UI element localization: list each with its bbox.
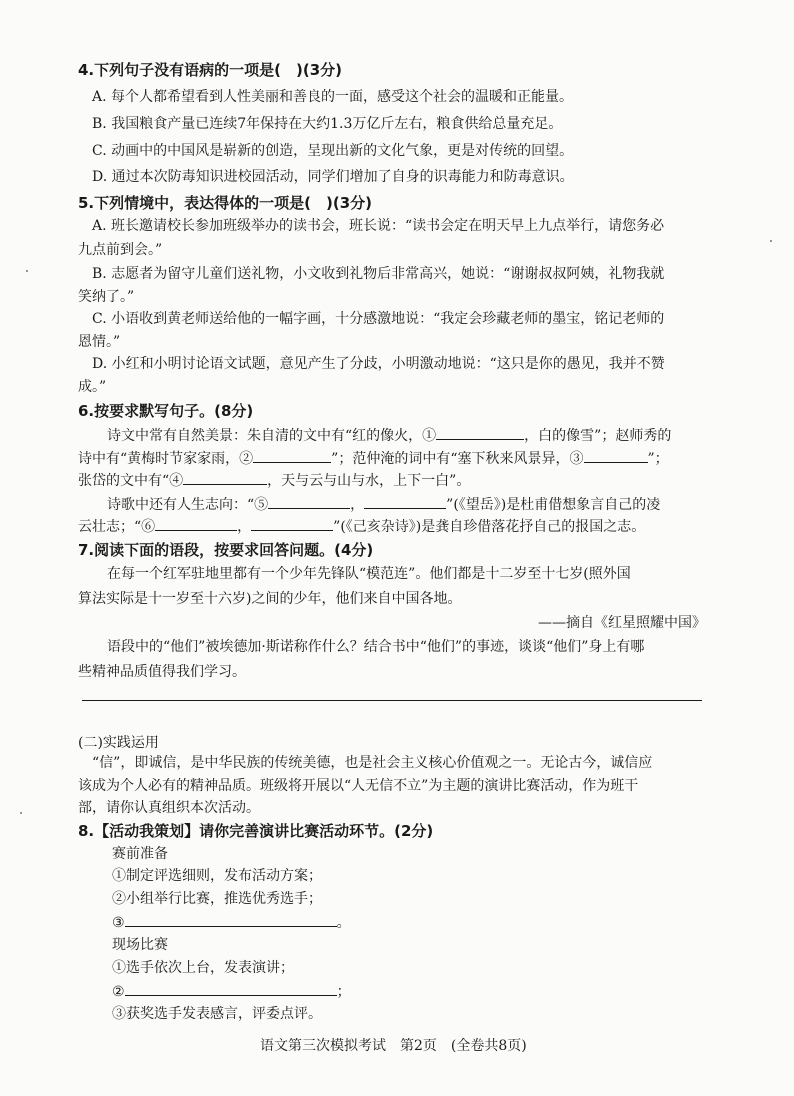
q7-passage-line2: 算法实际是十一岁至十六岁)之间的少年，他们来自中国各地。 bbox=[78, 591, 462, 607]
q4-option-a: A. 每个人都希望看到人性美丽和善良的一面，感受这个社会的温暖和正能量。 bbox=[92, 89, 574, 105]
q7-question-line1: 语段中的“他们”被埃德加·斯诺称作什么？结合书中“他们”的事迹，谈谈“他们”身上有哪 bbox=[107, 639, 645, 655]
q4-option-c: C. 动画中的中国风是崭新的创造，呈现出新的文化气象，更是对传统的回望。 bbox=[92, 143, 574, 159]
q6-line2-text-c: ”； bbox=[647, 451, 669, 467]
practice-heading: (二)实践运用 bbox=[78, 735, 159, 751]
q6-line5-text-b: ， bbox=[237, 519, 252, 535]
q6-line3-text-b: ，天与云与山与水，上下一白”。 bbox=[267, 473, 471, 489]
answer-blank-5a[interactable] bbox=[268, 494, 350, 509]
q6-line2 bbox=[78, 448, 669, 469]
q4-option-d: D. 通过本次防毒知识进校园活动，同学们增加了自身的识毒能力和防毒意识。 bbox=[92, 169, 574, 185]
q6-line4-text-a: 诗歌中还有人生志向：“⑤ bbox=[107, 497, 269, 513]
q7-passage-line1: 在每一个红军驻地里都有一个少年先锋队“模范连”。他们都是十二岁至十七岁(照外国 bbox=[107, 566, 631, 582]
q6-line5-text-a: 云壮志；“⑥ bbox=[78, 519, 156, 535]
q6-line3-text-a: 张岱的文中有“④ bbox=[78, 473, 184, 489]
q6-stem: 6.按要求默写句子。(8分) bbox=[78, 402, 254, 420]
scan-speck bbox=[770, 240, 772, 242]
q5-option-b-line1: B. 志愿者为留守儿童们送礼物，小文收到礼物后非常高兴，她说：“谢谢叔叔阿姨，礼物我就 bbox=[92, 266, 665, 282]
q8-stem: 8.【活动我策划】请你完善演讲比赛活动环节。(2分) bbox=[78, 822, 434, 840]
q5-stem: 5.下列情境中，表达得体的一项是( )(3分) bbox=[78, 194, 372, 212]
answer-blank-8a[interactable] bbox=[125, 912, 337, 927]
answer-blank-4[interactable] bbox=[183, 470, 267, 485]
q5-option-b-line2: 笑纳了。” bbox=[78, 289, 135, 305]
scan-speck bbox=[20, 812, 22, 814]
q6-line3 bbox=[78, 470, 470, 491]
q8-live-step2-num: ② bbox=[112, 984, 125, 1000]
page-footer: 语文第三次模拟考试 第2页 (全卷共8页) bbox=[260, 1038, 527, 1054]
scan-speck bbox=[26, 270, 28, 272]
practice-para-line1: “信”，即诚信，是中华民族的传统美德，也是社会主义核心价值观之一。无论古今，诚信应 bbox=[92, 755, 653, 771]
practice-para-line3: 部，请你认真组织本次活动。 bbox=[78, 800, 260, 816]
q4-option-b: B. 我国粮食产量已连续7年保持在大约1.3万亿斤左右，粮食供给总量充足。 bbox=[92, 116, 563, 132]
q6-line4 bbox=[107, 494, 660, 515]
q5-option-c-line2: 恩情。” bbox=[78, 334, 121, 350]
q7-stem: 7.阅读下面的语段，按要求回答问题。(4分) bbox=[78, 541, 374, 559]
answer-blank-2[interactable] bbox=[253, 448, 331, 463]
q8-live-step3: ③获奖选手发表感言，评委点评。 bbox=[112, 1006, 322, 1022]
answer-blank-6a[interactable] bbox=[155, 516, 237, 531]
q8-pre-step3-num: ③ bbox=[112, 915, 125, 931]
q8-pre-title: 赛前准备 bbox=[112, 846, 168, 862]
q6-line2-text-b: ”；范仲淹的词中有“塞下秋来风景异，③ bbox=[331, 451, 584, 467]
q8-pre-step3 bbox=[112, 912, 351, 933]
answer-blank-5b[interactable] bbox=[364, 494, 446, 509]
q6-line4-text-c: ”(《望岳》)是杜甫借想象言自己的凌 bbox=[446, 497, 661, 513]
answer-blank-1[interactable] bbox=[436, 425, 524, 440]
answer-blank-3[interactable] bbox=[584, 448, 648, 463]
q6-line1-text-b: ，白的像雪”；赵师秀的 bbox=[524, 428, 672, 444]
q6-line1 bbox=[107, 425, 671, 446]
q8-pre-step3-end: 。 bbox=[336, 915, 351, 931]
q4-stem: 4.下列句子没有语病的一项是( )(3分) bbox=[78, 61, 342, 79]
q5-option-d-line2: 成。” bbox=[78, 379, 107, 395]
q8-live-step1: ①选手依次上台，发表演讲； bbox=[112, 960, 294, 976]
q8-live-title: 现场比赛 bbox=[112, 937, 168, 953]
q8-live-step2-end: ； bbox=[336, 984, 351, 1000]
practice-para-line2: 该成为个人必有的精神品质。班级将开展以“人无信不立”为主题的演讲比赛活动，作为班干 bbox=[78, 778, 639, 794]
q7-question-line2: 些精神品质值得我们学习。 bbox=[78, 664, 246, 680]
answer-blank-8b[interactable] bbox=[125, 981, 337, 996]
q5-option-a-line1: A. 班长邀请校长参加班级举办的读书会，班长说：“读书会定在明天早上九点举行，请您务必 bbox=[92, 218, 665, 234]
answer-blank-6b[interactable] bbox=[251, 516, 333, 531]
q7-answer-line[interactable] bbox=[82, 700, 702, 701]
q6-line5 bbox=[78, 516, 645, 537]
q6-line1-text-a: 诗文中常有自然美景：朱自清的文中有“红的像火，① bbox=[107, 428, 437, 444]
q8-pre-step1: ①制定评选细则，发布活动方案； bbox=[112, 868, 322, 884]
q6-line2-text-a: 诗中有“黄梅时节家家雨，② bbox=[78, 451, 254, 467]
q7-source: ——摘自《红星照耀中国》 bbox=[538, 615, 706, 631]
q8-pre-step2: ②小组举行比赛，推选优秀选手； bbox=[112, 891, 322, 907]
q6-line4-text-b: ， bbox=[350, 497, 365, 513]
q5-option-a-line2: 九点前到会。” bbox=[78, 242, 163, 258]
q5-option-d-line1: D. 小红和小明讨论语文试题，意见产生了分歧，小明激动地说：“这只是你的愚见，我并不赞 bbox=[92, 356, 665, 372]
q6-line5-text-c: ”(《己亥杂诗》)是龚自珍借落花抒自己的报国之志。 bbox=[333, 519, 646, 535]
q8-live-step2 bbox=[112, 981, 351, 1002]
q5-option-c-line1: C. 小语收到黄老师送给他的一幅字画，十分感激地说：“我定会珍藏老师的墨宝，铭记老师的 bbox=[92, 311, 665, 327]
